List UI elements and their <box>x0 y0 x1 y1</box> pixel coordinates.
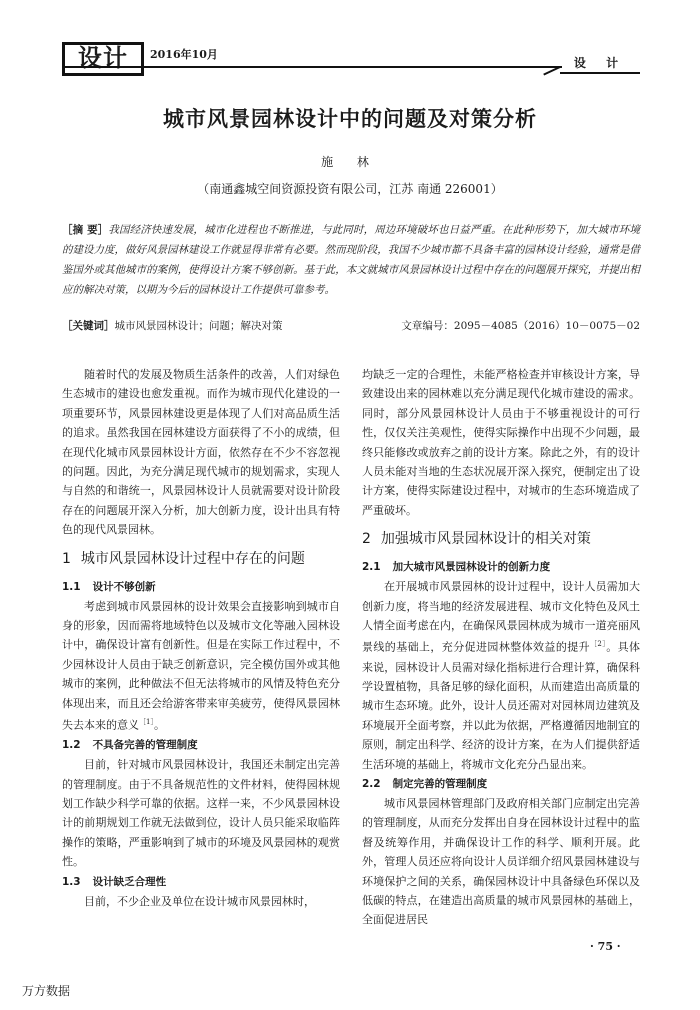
section-label: 设 计 <box>560 54 640 72</box>
section-1-2-number: 1.2 <box>62 739 81 752</box>
section-1-2-heading <box>62 736 340 755</box>
abstract <box>62 220 640 300</box>
keywords <box>62 318 283 333</box>
section-2-1-text: 在开展城市风景园林的设计过程中，设计人员需加大创新力度，将当地的经济发展进程、城市文化特色及风土人情全面考虑在内，在确保风景园林成为城市一道亮丽风景线的基础上，充分促进园林整体效益的提升 <box>362 580 640 655</box>
section-2-1-title: 加大城市风景园林设计的创新力度 <box>392 561 551 574</box>
section-1-2-title: 不具备完善的管理制度 <box>92 739 198 752</box>
continued-paragraph: 均缺乏一定的合理性，未能严格检查并审核设计方案，导致建设出来的园林难以充分满足现代化城市建设的需求。同时，部分风景园林设计人员由于不够重视设计的可行性，仅仅关注美观性，使得实际操作中出现不少问题，最终只能修改或放弃之前的设计方案。除此之外，有的设计人员未能对当地的生态状况展开深入探究，便制定出了设计方案，使得实际建设过程中，对城市的生态环境造成了严重破坏。 <box>362 368 640 517</box>
abstract-text: 我国经济快速发展，城市化进程也不断推进，与此同时，周边环境破坏也日益严重。在此种形势下，加大城市环境的建设力度，做好风景园林建设工作就显得非常有必要。然而现阶段，我国不少城市都不具备丰富的园林设计经验，通常是借鉴国外或其他城市的案例，使得设计方案不够创新。基于此，本文就城市风景园林设计过程中存在的问题展开探究，并提出相应的解决对策，以期为今后的园林设计工作提供可靠参考。 <box>62 224 641 296</box>
section-2-number: 2 <box>362 531 371 548</box>
section-2-1-paragraph <box>362 577 640 774</box>
section-1-heading <box>62 549 340 569</box>
article-number: 文章编号：2095－4085（2016）10－0075－02 <box>401 320 640 332</box>
issue-date: 2016年10月 <box>150 48 218 61</box>
section-2-1-text-cont: 。具体来说，园林设计人员需对绿化指标进行合理计算，确保科学设置植物，具备足够的绿化面积，从而建造出高质量的城市生态环境。此外，设计人员还需对对园林周边建筑及环境展开全面考察，并以此为依据，严格遵循因地制宜的原则，制定出科学、经济的设计方案，在为人们提供舒适生活环境的基础上，将城市文化充分凸显出来。 <box>362 641 641 771</box>
section-1-2-paragraph: 目前，针对城市风景园林设计，我国还未制定出完善的管理制度。由于不具备规范性的文件材料，使得园林规划工作缺少科学可靠的依据。这样一来，不少风景园林设计的前期规划工作就无法做到位，设计人员只能采取临阵操作的策略，严重影响到了城市的环境及风景园林的观赏性。 <box>62 758 340 869</box>
section-1-1-number: 1.1 <box>62 580 81 593</box>
article-title: 城市风景园林设计中的问题及对策分析 <box>163 107 537 131</box>
section-2-title: 加强城市风景园林设计的相关对策 <box>380 531 591 548</box>
section-2-2-paragraph: 城市风景园林管理部门及政府相关部门应制定出完善的管理制度，从而充分发挥出自身在园林设计过程中的监督及统筹作用，并确保设计工作的科学、顺利开展。此外，管理人员还应将向设计人员详细介绍风景园林建设与环境保护之间的关系，确保园林设计中具备绿色环保以及低碳的特点，在建造出高质量的城市风景园林的基础上，全面促进居民 <box>362 796 640 927</box>
section-2-2-title: 制定完善的管理制度 <box>392 777 488 790</box>
right-column <box>362 365 640 930</box>
header-rule <box>62 66 562 68</box>
section-1-1-text: 考虑到城市风景园林的设计效果会直接影响到城市自身的形象，因而需将地域特色以及城市文化等融入园林设计中，确保设计富有创新性。但是在实际工作过程中，不少园林设计人员由于缺乏创新意识，完全模仿国外或其他城市的案例，此种做法不但无法将城市的风情及特色充分体现出来，而且还会给游客带来审美疲劳，使得风景园林失去本来的意义 <box>62 599 340 732</box>
section-1-3-paragraph: 目前，不少企业及单位在设计城市风景园林时， <box>84 894 315 908</box>
intro-paragraph: 随着时代的发展及物质生活条件的改善，人们对绿色生态城市的建设也愈发重视。而作为城市现代化建设的一项重要环节，风景园林建设更是体现了人们对高品质生活的追求。虽然我国在园林建设方面获得了不小的成绩，但在现代化城市风景园林设计方面，依然存在不少不容忽视的问题。因此，为充分满足现代城市的规划需求，实现人与自然的和谐统一，风景园林设计人员就需要对设计阶段存在的问题展开深入分析，加大创新力度，设计出具有特色的现代风景园林。 <box>62 368 340 537</box>
section-1-title: 城市风景园林设计过程中存在的问题 <box>80 550 305 567</box>
author: 施 林 <box>321 155 379 169</box>
affiliation: （南通鑫城空间资源投资有限公司，江苏 南通 226001） <box>197 182 503 196</box>
section-1-3-title: 设计缺乏合理性 <box>92 875 167 888</box>
keywords-text: 城市风景园林设计；问题；解决对策 <box>114 320 283 332</box>
section-2-2-number: 2.2 <box>362 777 381 790</box>
journal-logo: 设计 <box>62 42 144 76</box>
section-1-1-paragraph <box>62 597 340 736</box>
keywords-label: ［关键词］ <box>62 320 115 332</box>
section-2-heading <box>362 529 640 549</box>
section-1-1-heading <box>62 578 340 597</box>
abstract-label: ［摘 要］ <box>62 224 109 236</box>
section-2-2-heading <box>362 775 640 794</box>
section-1-3-heading <box>62 873 340 892</box>
section-2-1-number: 2.1 <box>362 561 381 574</box>
citation-1: ［1］ <box>139 718 154 727</box>
citation-2: ［2］ <box>590 640 607 649</box>
left-column <box>62 365 340 911</box>
section-1-1-end: 。 <box>153 718 165 732</box>
section-1-1-title: 设计不够创新 <box>92 580 156 593</box>
section-1-number: 1 <box>62 550 71 567</box>
page-number: · 75 · <box>590 940 621 953</box>
section-1-3-number: 1.3 <box>62 875 81 888</box>
section-2-1-heading <box>362 558 640 577</box>
footer-watermark: 万方数据 <box>22 984 71 998</box>
